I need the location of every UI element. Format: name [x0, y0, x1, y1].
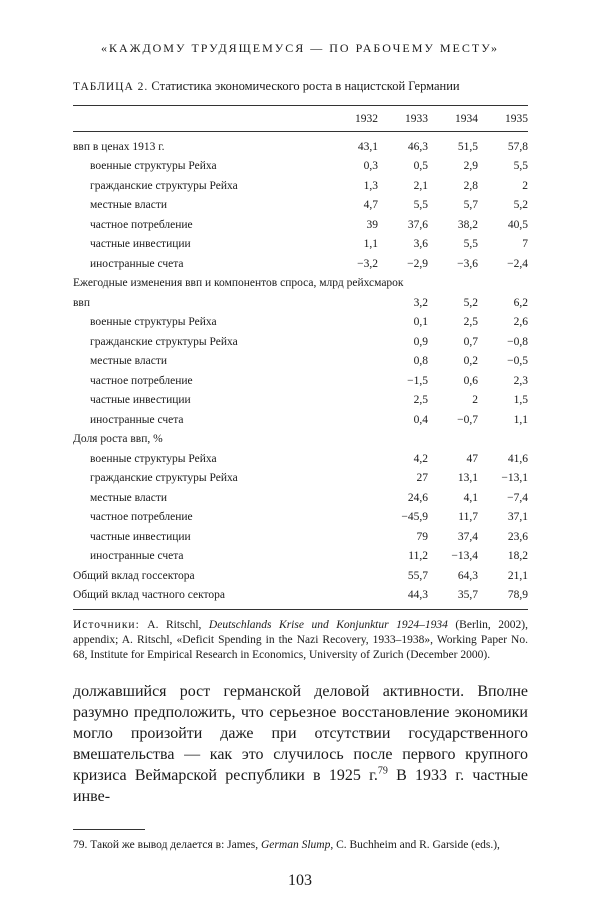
table-row [73, 566, 528, 586]
table-caption-label: ТАБЛИЦА 2. [73, 81, 149, 93]
value-cell: 5,5 [413, 199, 428, 212]
value-cell: 3,6 [413, 238, 428, 251]
body-text: В 1933 г. частные инве- [73, 767, 528, 805]
value-cell: 6,2 [513, 296, 528, 309]
row-label: Общий вклад госсектора [73, 569, 195, 582]
value-cell: −3,6 [457, 257, 478, 270]
sources-label: Источники: [73, 619, 140, 631]
value-cell: 51,5 [457, 140, 478, 153]
value-cell: −2,9 [407, 257, 428, 270]
row-label: Ежегодные изменения ввп и компонентов спроса, млрд рейхсмарок [73, 277, 404, 290]
row-label: Доля роста ввп, % [73, 433, 163, 446]
value-cell: 5,2 [463, 296, 478, 309]
table-row [73, 293, 528, 313]
footnote-ref[interactable]: 79 [377, 765, 388, 777]
value-cell [328, 410, 378, 430]
value-cell: 11,7 [458, 511, 478, 524]
row-label: частные инвестиции [90, 394, 191, 407]
row-label: частные инвестиции [90, 530, 191, 543]
sources-text: (Berlin, 2002), appendix; A. Ritschl, «Deficit Spending in the Nazi Recovery, 1933–1938», Working Paper No. 68, Institute for Empirical Research in Economics, University of Zurich (December 2000). [73, 619, 529, 661]
value-cell: −0,7 [457, 413, 478, 426]
value-cell: 0,6 [463, 374, 478, 387]
table-row [73, 410, 528, 430]
table-row [73, 527, 528, 547]
header-label-cell [73, 106, 328, 132]
value-cell: 0,2 [463, 355, 478, 368]
row-label: ввп в ценах 1913 г. [73, 140, 165, 153]
table-row [73, 137, 528, 157]
value-cell: 13,1 [457, 472, 478, 485]
value-cell: −7,4 [507, 491, 528, 504]
value-cell: 37,6 [407, 218, 428, 231]
value-cell: −13,1 [501, 472, 528, 485]
value-cell: 0,9 [413, 335, 428, 348]
value-cell: 23,6 [507, 530, 528, 543]
table-row [73, 352, 528, 372]
row-label: иностранные счета [90, 413, 184, 426]
value-cell: 1,1 [513, 413, 528, 426]
row-label: частное потребление [90, 374, 193, 387]
value-cell: 4,7 [363, 199, 378, 212]
column-header: 1934 [428, 106, 478, 132]
value-cell: −3,2 [357, 257, 378, 270]
value-cell: 4,1 [463, 491, 478, 504]
body-paragraph [73, 681, 528, 807]
table-row [73, 586, 528, 610]
row-label: иностранные счета [90, 550, 184, 563]
column-header: 1935 [478, 106, 528, 132]
value-cell: 18,2 [507, 550, 528, 563]
sources-title: Deutschlands Krise und Konjunktur 1924–1934 [208, 619, 448, 631]
table-row [73, 157, 528, 177]
value-cell: 38,2 [457, 218, 478, 231]
value-cell: 35,7 [457, 589, 478, 602]
value-cell: 5,2 [513, 199, 528, 212]
value-cell: 1,1 [363, 238, 378, 251]
footnote-text: , C. Buchheim and R. Garside (eds.), [330, 839, 500, 851]
value-cell [328, 508, 378, 528]
table-row [73, 469, 528, 489]
footnote-title: German Slump [261, 839, 331, 851]
column-header: 1933 [378, 106, 428, 132]
value-cell [328, 391, 378, 411]
value-cell [328, 332, 378, 352]
value-cell: 55,7 [407, 569, 428, 582]
value-cell: 27 [416, 472, 428, 485]
table-row [73, 488, 528, 508]
value-cell: 44,3 [407, 589, 428, 602]
value-cell: 2 [472, 394, 478, 407]
value-cell: 3,2 [413, 296, 428, 309]
value-cell: 5,5 [463, 238, 478, 251]
value-cell: 41,6 [507, 452, 528, 465]
table-row [73, 449, 528, 469]
body-text: должавшийся рост германской деловой активности. Вполне разумно предположить, что серьезное восстановление экономики могло произойти даже при отсутствии государственного вмешательства — как это случилось после первого крупного кризиса Веймарской республики в 1925 г. [73, 683, 528, 784]
value-cell [328, 469, 378, 489]
column-header: 1932 [328, 106, 378, 132]
footnote-text: Такой же вывод делается в: James, [87, 839, 261, 851]
value-cell [328, 488, 378, 508]
value-cell [328, 527, 378, 547]
value-cell [328, 547, 378, 567]
value-cell: 2,9 [463, 160, 478, 173]
value-cell: 40,5 [507, 218, 528, 231]
value-cell: 2,1 [413, 179, 428, 192]
value-cell: 0,4 [413, 413, 428, 426]
value-cell: 0,3 [363, 160, 378, 173]
row-label: частные инвестиции [90, 238, 191, 251]
table-caption-text: Статистика экономического роста в нацистской Германии [151, 79, 460, 93]
value-cell: 0,5 [413, 160, 428, 173]
value-cell: 39 [366, 218, 378, 231]
value-cell: 0,8 [413, 355, 428, 368]
value-cell [328, 586, 378, 610]
value-cell: 2,6 [513, 316, 528, 329]
value-cell [328, 449, 378, 469]
value-cell [328, 313, 378, 333]
value-cell: −2,4 [507, 257, 528, 270]
table-row [73, 254, 528, 274]
value-cell: 5,7 [463, 199, 478, 212]
value-cell: 2,3 [513, 374, 528, 387]
sources-text: A. Ritschl, [139, 619, 209, 631]
table-row [73, 235, 528, 255]
value-cell: 2,8 [463, 179, 478, 192]
value-cell: 37,1 [507, 511, 528, 524]
page-content [73, 40, 528, 853]
row-label: местные власти [90, 491, 168, 504]
footnote-number: 79. [73, 839, 88, 851]
table-row [73, 176, 528, 196]
table-row [73, 391, 528, 411]
value-cell [328, 293, 378, 313]
value-cell: 24,6 [407, 491, 428, 504]
row-label: ввп [73, 296, 91, 309]
value-cell: 21,1 [507, 569, 528, 582]
value-cell: 47 [466, 452, 478, 465]
table-row [73, 215, 528, 235]
table-row [73, 313, 528, 333]
row-label: частное потребление [90, 218, 193, 231]
statistics-table [73, 105, 528, 610]
row-label: гражданские структуры Рейха [90, 472, 238, 485]
table-row [73, 508, 528, 528]
row-label: Общий вклад частного сектора [73, 589, 226, 602]
value-cell [328, 371, 378, 391]
value-cell: 43,1 [357, 140, 378, 153]
value-cell: 46,3 [407, 140, 428, 153]
row-label: военные структуры Рейха [90, 452, 217, 465]
value-cell: 0,7 [463, 335, 478, 348]
row-label: военные структуры Рейха [90, 160, 217, 173]
table-caption [73, 78, 528, 95]
table-section-row [73, 430, 528, 450]
row-label: гражданские структуры Рейха [90, 335, 238, 348]
row-label: иностранные счета [90, 257, 184, 270]
value-cell: 64,3 [457, 569, 478, 582]
row-label: военные структуры Рейха [90, 316, 217, 329]
value-cell: −13,4 [451, 550, 478, 563]
row-label: местные власти [90, 355, 168, 368]
value-cell: 2,5 [413, 394, 428, 407]
table-header-row [73, 106, 528, 132]
row-label: местные власти [90, 199, 168, 212]
table-row [73, 371, 528, 391]
value-cell: 7 [522, 238, 528, 251]
value-cell [328, 566, 378, 586]
value-cell: 37,4 [457, 530, 478, 543]
value-cell: 79 [416, 530, 428, 543]
value-cell: 11,2 [408, 550, 428, 563]
value-cell: −0,5 [507, 355, 528, 368]
row-label: частное потребление [90, 511, 193, 524]
value-cell: −1,5 [407, 374, 428, 387]
footnote-rule [73, 829, 145, 830]
footnote [73, 838, 528, 853]
value-cell: 1,3 [363, 179, 378, 192]
value-cell: 78,9 [507, 589, 528, 602]
table-section-row [73, 274, 528, 294]
value-cell: −0,8 [507, 335, 528, 348]
value-cell: −45,9 [401, 511, 428, 524]
value-cell: 2 [522, 179, 528, 192]
value-cell: 5,5 [513, 160, 528, 173]
value-cell: 4,2 [413, 452, 428, 465]
value-cell: 1,5 [513, 394, 528, 407]
value-cell: 2,5 [463, 316, 478, 329]
table-row [73, 332, 528, 352]
row-label: гражданские структуры Рейха [90, 179, 238, 192]
page-number: 103 [288, 872, 312, 889]
running-head: «КАЖДОМУ ТРУДЯЩЕМУСЯ — ПО РАБОЧЕМУ МЕСТУ» [101, 41, 499, 55]
value-cell [328, 352, 378, 372]
table-row [73, 196, 528, 216]
table-sources [73, 618, 528, 663]
value-cell: 0,1 [413, 316, 428, 329]
value-cell: 57,8 [507, 140, 528, 153]
table-row [73, 547, 528, 567]
